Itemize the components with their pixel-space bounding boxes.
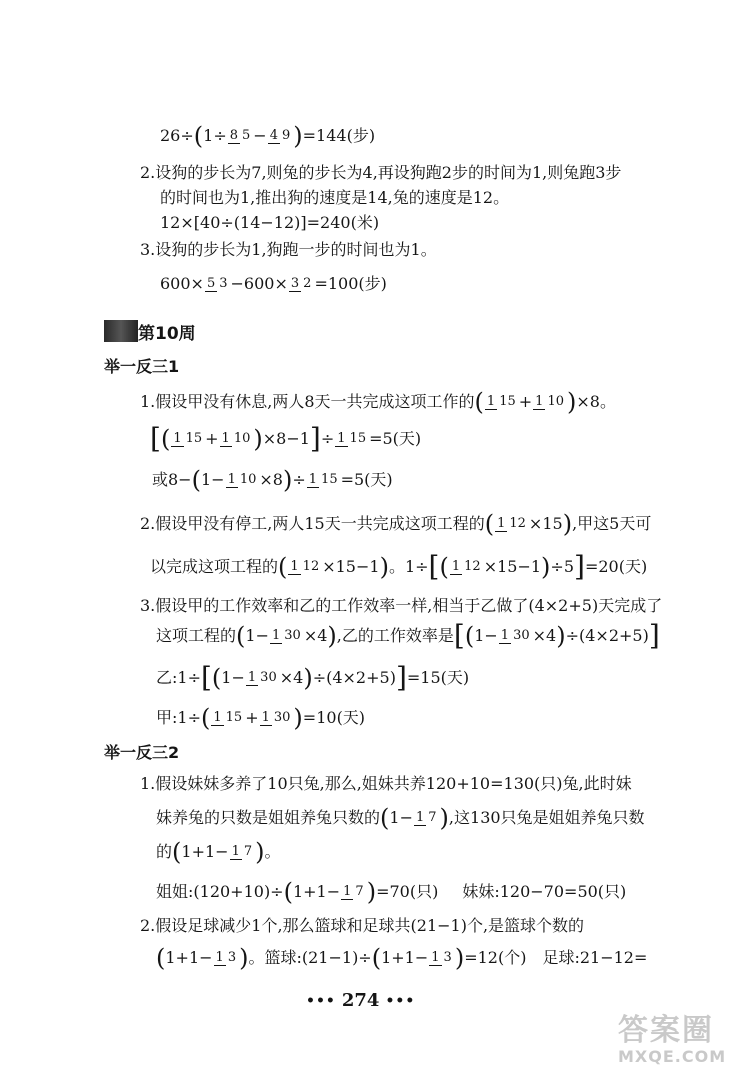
sub2-q1b: 妹养兔的只数是姐姐养兔只数的 ( 1− 1 7 ) ,这130只兔是姐姐养兔只数 (156, 804, 645, 832)
sub1-p2b: 以完成这项工程的 ( 1 12 ×15−1 ) 。1÷ [ ( 1 12 ×15−1 ) ÷5 ] =20(天) (150, 550, 648, 583)
section-heading (104, 318, 222, 344)
page-number (306, 990, 415, 1011)
page-number-text: 274 (341, 990, 380, 1011)
sub1-p3d: 甲:1÷ ( 1 15 + 1 30 ) =10(天) (156, 704, 366, 732)
text-line-5: 3.设狗的步长为1,狗跑一步的时间也为1。 (140, 240, 437, 259)
sub2-q1d: 姐姐:(120+10)÷ ( 1+1− 1 7 ) =70(只) 妹妹:120−70=50(只) (156, 878, 627, 906)
text-line-2: 2.设狗的步长为7,则兔的步长为4,再设狗跑2步的时间为1,则兔跑3步 (140, 163, 622, 182)
sub1-p1c: 或8− ( 1− 1 10 ×8 ) ÷ 1 15 =5(天) (152, 466, 393, 494)
equation-line-1 (160, 124, 375, 148)
equation-line-4: 12×[40÷(14−12)]=240(米) (160, 213, 380, 232)
sub2-q1c: 的 ( 1+1− 1 7 ) 。 (156, 838, 281, 866)
equation-line-6: 600× 5 3 −600× 3 2 =100(步) (160, 274, 387, 293)
sub2-q1a: 1.假设妹妹多养了10只兔,那么,姐妹共养120+10=130(只)兔,此时妹 (140, 774, 632, 793)
paren: ( (193, 122, 204, 150)
fraction: 4 9 (269, 127, 291, 143)
subsection-title-2: 举一反三2 (104, 743, 180, 762)
text: 26÷ (160, 126, 194, 145)
sub1-p3b: 这项工程的 ( 1− 1 30 ×4 ) ,乙的工作效率是 [ ( 1− 1 30 ×4 ) ÷(4×2+5) ] (156, 619, 660, 652)
fraction: 8 5 (229, 127, 251, 143)
fraction: 3 2 (290, 275, 312, 291)
decor-dots: ••• (306, 992, 336, 1009)
sub1-p1: 1.假设甲没有休息,两人8天一共完成这项工作的 ( 1 15 + 1 10 ) ×8。 (140, 388, 616, 416)
paren: ) (293, 122, 303, 150)
heading-bar (104, 320, 138, 342)
text: − (253, 126, 267, 145)
watermark-logo: 答案圈 MXQE.COM (618, 1013, 727, 1066)
sub1-p3c: 乙:1÷ [ ( 1− 1 30 ×4 ) ÷(4×2+5) ] =15(天) (156, 661, 470, 694)
fraction: 5 3 (206, 275, 228, 291)
section-title: 第10周 (138, 323, 196, 344)
sub2-q2a: 2.假设足球减少1个,那么篮球和足球共(21−1)个,是篮球个数的 (140, 916, 585, 935)
sub1-p2a: 2.假设甲没有停工,两人15天一共完成这项工程的 ( 1 12 ×15 ) ,甲这5天可 (140, 510, 652, 538)
text: 1÷ (203, 126, 227, 145)
sub1-p3a: 3.假设甲的工作效率和乙的工作效率一样,相当于乙做了(4×2+5)天完成了 (140, 596, 663, 615)
text: =144(步) (302, 126, 376, 145)
subsection-title-1: 举一反三1 (104, 357, 180, 376)
decor-dots: ••• (385, 992, 416, 1009)
sub1-p1b: [ ( 1 15 + 1 10 ) ×8−1 ] ÷ 1 15 =5(天) (150, 422, 422, 455)
sub2-q2b: ( 1+1− 1 3 ) 。篮球:(21−1)÷ ( 1+1− 1 3 ) =12(个) 足球:21−12= (156, 944, 648, 972)
text-line-3: 的时间也为1,推出狗的速度是14,兔的速度是12。 (160, 188, 510, 207)
